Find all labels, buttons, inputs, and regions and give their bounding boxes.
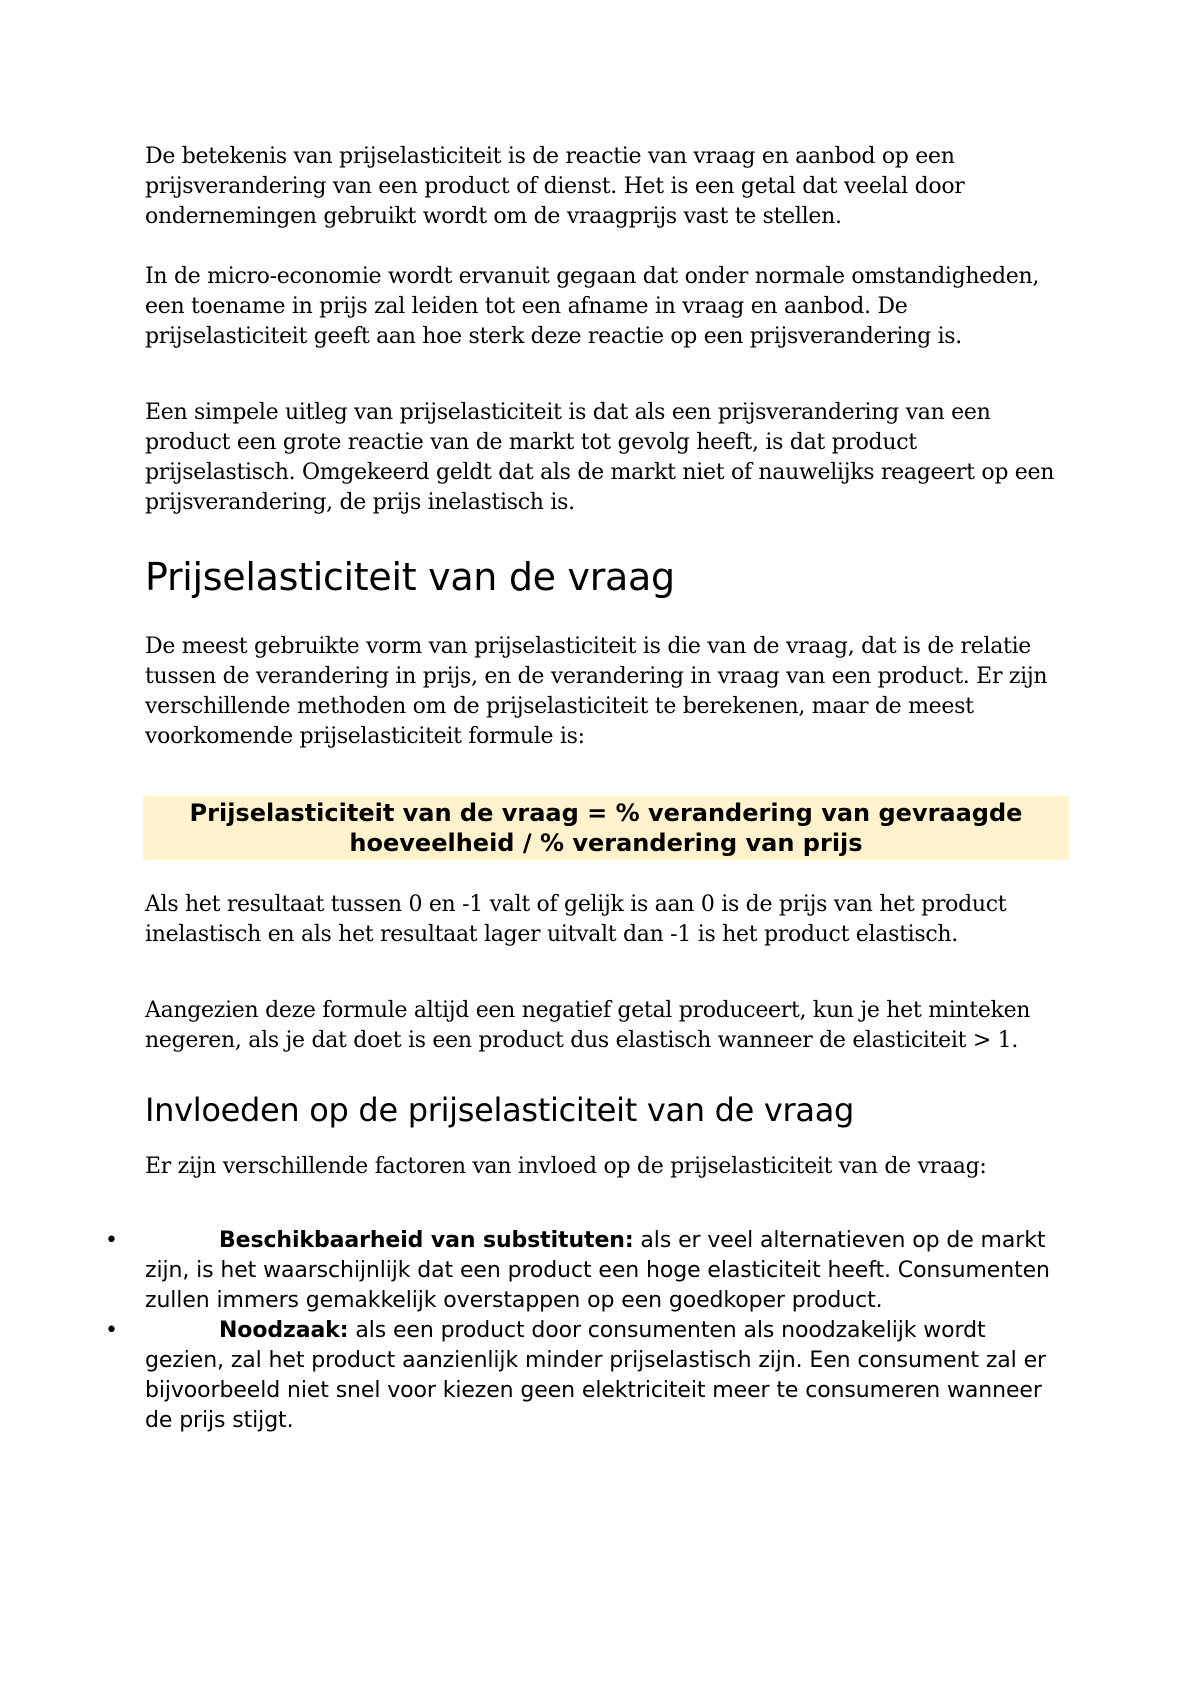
factor-text: als er veel alternatieven op de markt zijn, is het waarschijnlijk dat een product een hoge elasticiteit heeft. Consumenten zullen immers gemakkelijk overstappen op een goedkoper product. (145, 1228, 1050, 1313)
result-interpretation-paragraph: Als het resultaat tussen 0 en -1 valt of gelijk is aan 0 is de prijs van het product inelastisch en als het resultaat lager uitvalt dan -1 is het product elastisch. (145, 892, 1007, 947)
intro-paragraph: De betekenis van prijselasticiteit is de reactie van vraag en aanbod op een prijsverandering van een product of dienst. Het is een getal dat veelal door ondernemingen gebruikt wordt om de vraagprijs vast te stellen. (145, 144, 965, 229)
elasticity-formula: Prijselasticiteit van de vraag = % verandering van gevraagde hoeveelheid / % verandering van prijs (143, 796, 1069, 860)
bullet-icon: • (105, 1318, 118, 1343)
document-page (105, 142, 1065, 1436)
section-heading-price-elasticity: Prijselasticiteit van de vraag (145, 555, 675, 599)
section-heading-influences: Invloeden op de prijselasticiteit van de vraag (145, 1091, 855, 1129)
factor-label: Noodzaak: (219, 1318, 349, 1343)
factor-label: Beschikbaarheid van substituten: (219, 1228, 634, 1253)
micro-economics-paragraph: In de micro-economie wordt ervanuit gegaan dat onder normale omstandigheden, een toename in prijs zal leiden tot een afname in vraag en aanbod. De prijselasticiteit geeft aan hoe sterk deze reactie op een prijsverandering is. (145, 264, 1040, 349)
list-item (105, 1226, 1065, 1316)
simple-explanation-paragraph: Een simpele uitleg van prijselasticiteit is dat als een prijsverandering van een product een grote reactie van de markt tot gevolg heeft, is dat product prijselastisch. Omgekeerd geldt dat als de markt niet of nauwelijks reageert op een prijsverandering, de prijs inelastisch is. (145, 400, 1055, 515)
bullet-icon: • (105, 1228, 118, 1253)
negative-sign-paragraph: Aangezien deze formule altijd een negatief getal produceert, kun je het minteken negeren, als je dat doet is een product dus elastisch wanneer de elasticiteit > 1. (145, 998, 1031, 1053)
factor-text: als een product door consumenten als noodzakelijk wordt gezien, zal het product aanzienlijk minder prijselastisch zijn. Een consument zal er bijvoorbeeld niet snel voor kiezen geen elektriciteit meer te consumeren wanneer de prijs stijgt. (145, 1318, 1046, 1433)
demand-elasticity-intro: De meest gebruikte vorm van prijselasticiteit is die van de vraag, dat is de relatie tussen de verandering in prijs, en de verandering in vraag van een product. Er zijn verschillende methoden om de prijselasticiteit te berekenen, maar de meest voorkomende prijselasticiteit formule is: (145, 634, 1048, 749)
factors-list (105, 1226, 1065, 1436)
list-item (105, 1316, 1065, 1436)
influences-intro: Er zijn verschillende factoren van invloed op de prijselasticiteit van de vraag: (145, 1154, 987, 1179)
